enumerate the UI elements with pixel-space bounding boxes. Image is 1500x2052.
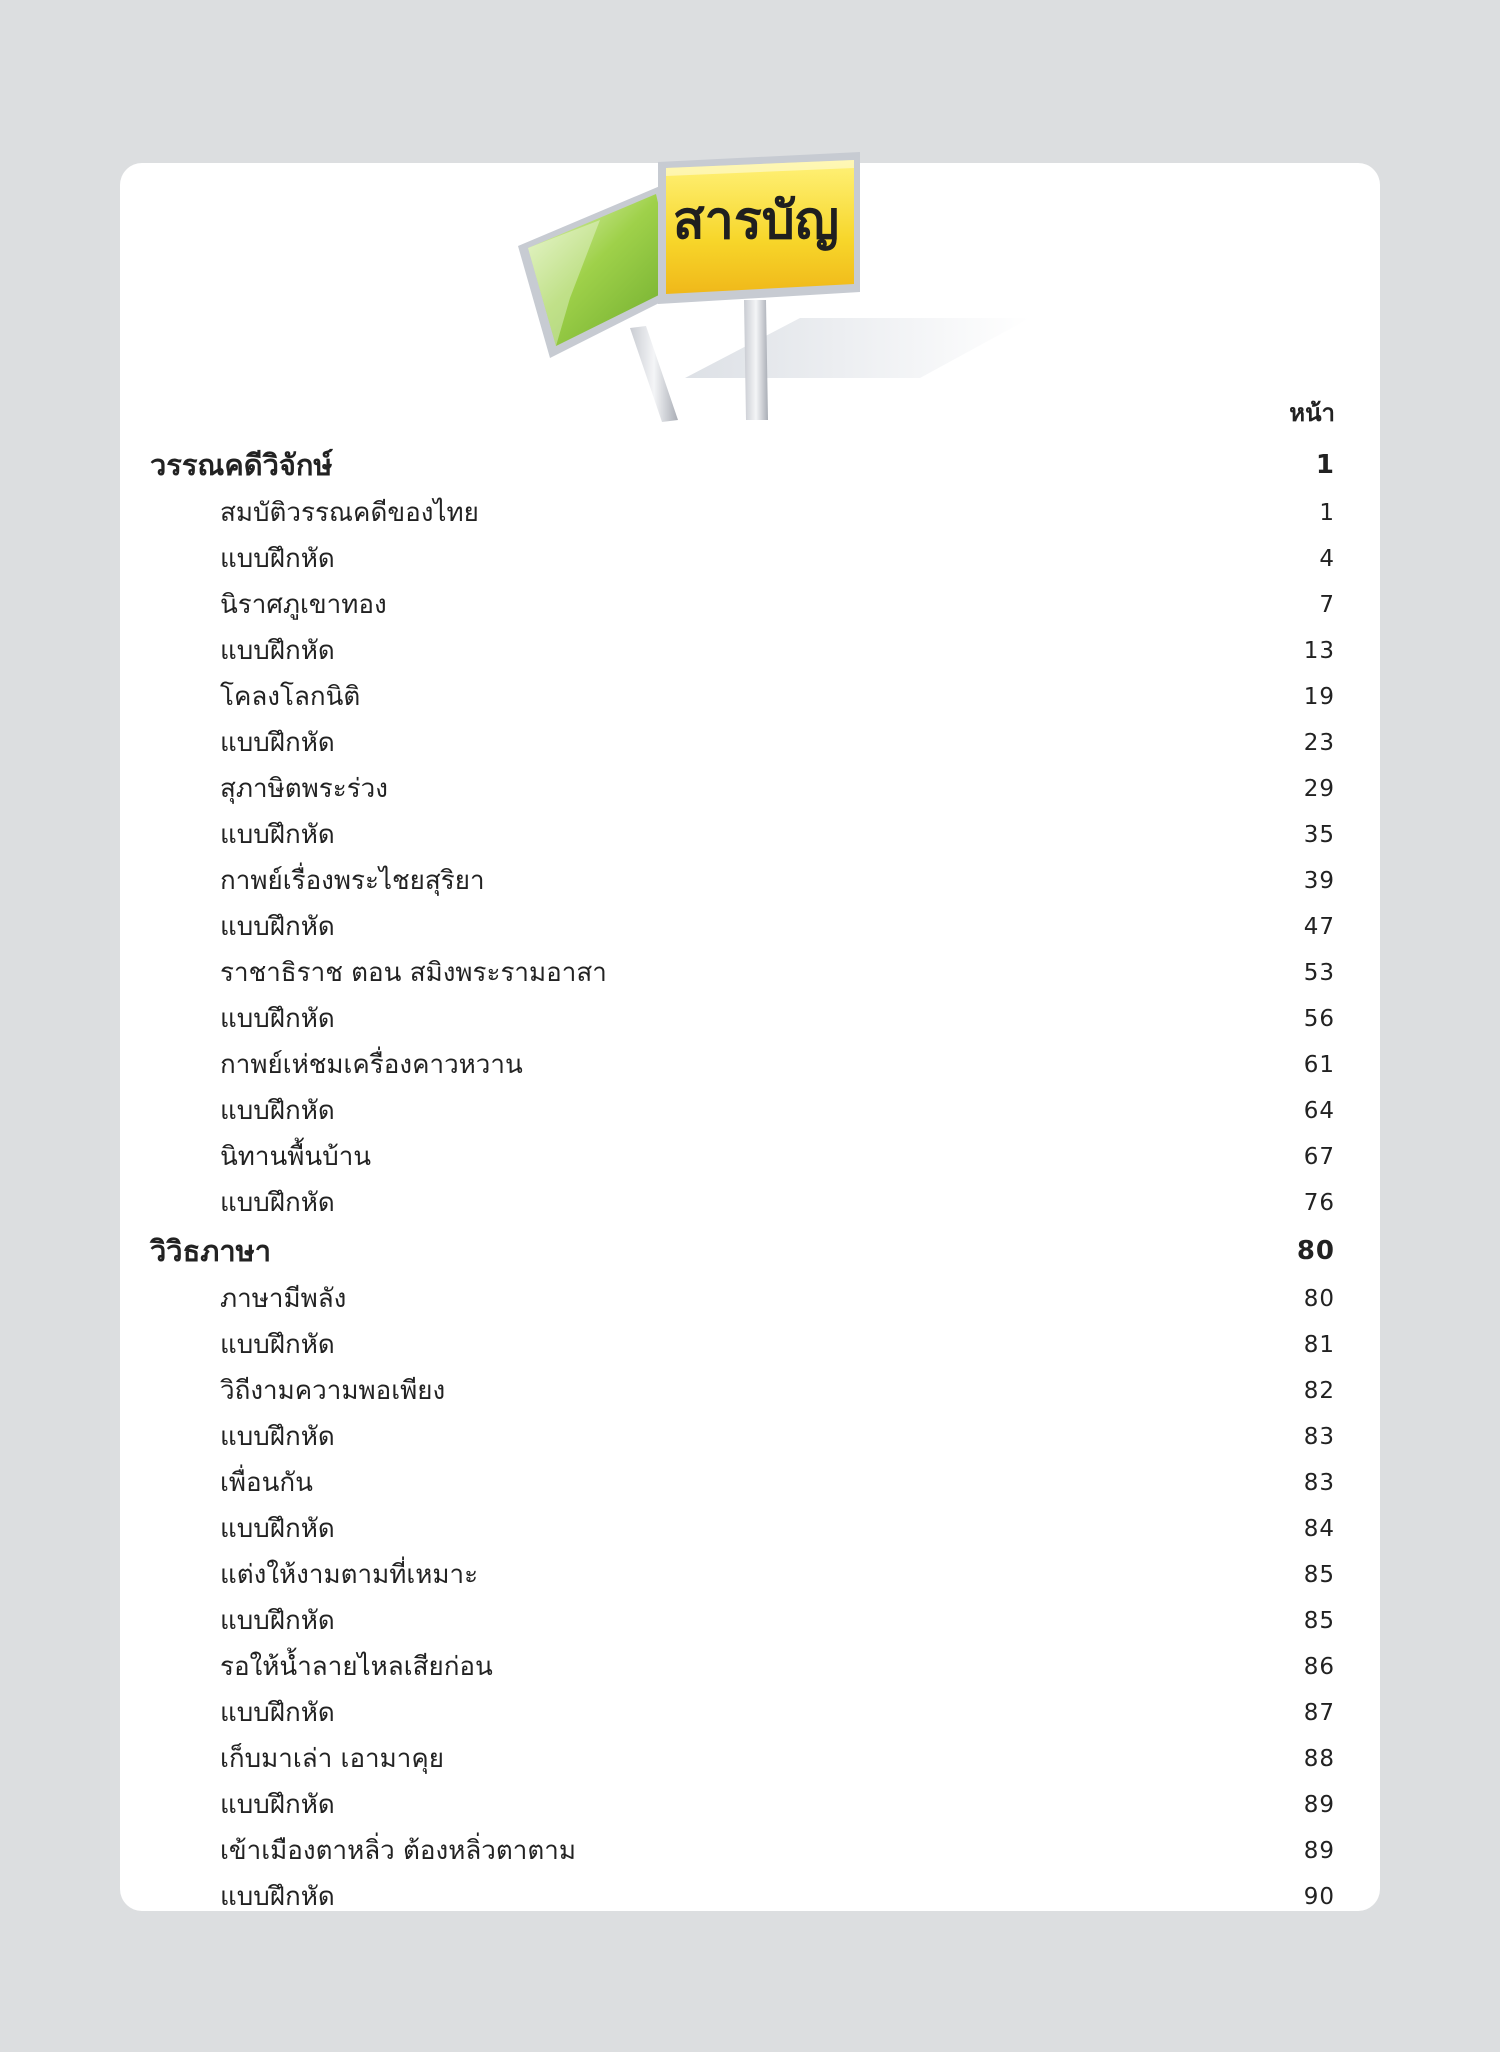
entry-page-number: 35 bbox=[1303, 822, 1335, 848]
entry-title: แบบฝึกหัด bbox=[220, 1004, 335, 1034]
entry-page-number: 83 bbox=[1303, 1470, 1335, 1496]
entry-page-number: 80 bbox=[1303, 1286, 1335, 1312]
entry-title: นิทานพื้นบ้าน bbox=[220, 1142, 372, 1172]
entry-title: กาพย์เห่ชมเครื่องคาวหวาน bbox=[220, 1050, 523, 1080]
toc-entry[interactable] bbox=[150, 720, 1335, 766]
toc-entry[interactable] bbox=[150, 858, 1335, 904]
toc-entry[interactable] bbox=[150, 1644, 1335, 1690]
entry-title: ราชาธิราช ตอน สมิงพระรามอาสา bbox=[220, 958, 607, 988]
toc-entry[interactable] bbox=[150, 490, 1335, 536]
toc-entry[interactable] bbox=[150, 1368, 1335, 1414]
entry-title: แบบฝึกหัด bbox=[220, 1514, 335, 1544]
entry-title: วิถีงามความพอเพียง bbox=[220, 1376, 446, 1406]
entry-page-number: 47 bbox=[1303, 914, 1335, 940]
entry-title: แบบฝึกหัด bbox=[220, 1188, 335, 1218]
entry-title: แต่งให้งามตามที่เหมาะ bbox=[220, 1560, 479, 1590]
toc-entry[interactable] bbox=[150, 950, 1335, 996]
toc-entry[interactable] bbox=[150, 1506, 1335, 1552]
entry-page-number: 4 bbox=[1319, 546, 1335, 572]
toc-entry[interactable] bbox=[150, 1134, 1335, 1180]
toc-entry[interactable] bbox=[150, 1874, 1335, 1920]
entry-page-number: 83 bbox=[1303, 1424, 1335, 1450]
page-column-header: หน้า bbox=[1289, 399, 1335, 427]
toc-entry[interactable] bbox=[150, 1782, 1335, 1828]
entry-page-number: 81 bbox=[1303, 1332, 1335, 1358]
entry-page-number: 87 bbox=[1303, 1700, 1335, 1726]
section-page-number: 1 bbox=[1315, 450, 1335, 480]
entry-page-number: 85 bbox=[1303, 1562, 1335, 1588]
entry-title: สุภาษิตพระร่วง bbox=[220, 774, 388, 804]
page-title: สารบัญ bbox=[672, 191, 840, 251]
entry-page-number: 23 bbox=[1303, 730, 1335, 756]
toc-entry[interactable] bbox=[150, 1690, 1335, 1736]
entry-title: แบบฝึกหัด bbox=[220, 820, 335, 850]
entry-title: กาพย์เรื่องพระไชยสุริยา bbox=[220, 866, 485, 896]
entry-title: เก็บมาเล่า เอามาคุย bbox=[220, 1744, 445, 1774]
toc-entry[interactable] bbox=[150, 1552, 1335, 1598]
entry-page-number: 89 bbox=[1303, 1792, 1335, 1818]
toc-section-heading[interactable] bbox=[150, 440, 1335, 490]
entry-page-number: 84 bbox=[1303, 1516, 1335, 1542]
entry-page-number: 64 bbox=[1303, 1098, 1335, 1124]
entry-page-number: 61 bbox=[1303, 1052, 1335, 1078]
entry-page-number: 56 bbox=[1303, 1006, 1335, 1032]
toc-entry[interactable] bbox=[150, 1414, 1335, 1460]
toc-entry[interactable] bbox=[150, 1736, 1335, 1782]
toc-entry[interactable] bbox=[150, 812, 1335, 858]
toc-entry[interactable] bbox=[150, 674, 1335, 720]
entry-title: เข้าเมืองตาหลิ่ว ต้องหลิ่วตาตาม bbox=[220, 1836, 576, 1866]
entry-title: แบบฝึกหัด bbox=[220, 1790, 335, 1820]
entry-title: รอให้น้ำลายไหลเสียก่อน bbox=[220, 1652, 493, 1682]
entry-title: สมบัติวรรณคดีของไทย bbox=[220, 498, 479, 528]
entry-page-number: 19 bbox=[1303, 684, 1335, 710]
toc-entry[interactable] bbox=[150, 1180, 1335, 1226]
toc-entry[interactable] bbox=[150, 628, 1335, 674]
toc-entry[interactable] bbox=[150, 1828, 1335, 1874]
toc-entry[interactable] bbox=[150, 1088, 1335, 1134]
toc-section-heading[interactable] bbox=[150, 1226, 1335, 1276]
entry-title: แบบฝึกหัด bbox=[220, 1096, 335, 1126]
entry-page-number: 82 bbox=[1303, 1378, 1335, 1404]
toc-entry[interactable] bbox=[150, 536, 1335, 582]
entry-page-number: 76 bbox=[1303, 1190, 1335, 1216]
toc-entry[interactable] bbox=[150, 1276, 1335, 1322]
entry-title: ภาษามีพลัง bbox=[220, 1284, 347, 1314]
toc-entry[interactable] bbox=[150, 1042, 1335, 1088]
entry-page-number: 29 bbox=[1303, 776, 1335, 802]
entry-title: แบบฝึกหัด bbox=[220, 1606, 335, 1636]
toc-entry[interactable] bbox=[150, 766, 1335, 812]
entry-page-number: 1 bbox=[1319, 500, 1335, 526]
toc-entry[interactable] bbox=[150, 1598, 1335, 1644]
entry-page-number: 85 bbox=[1303, 1608, 1335, 1634]
entry-page-number: 39 bbox=[1303, 868, 1335, 894]
entry-page-number: 7 bbox=[1319, 592, 1335, 618]
entry-page-number: 86 bbox=[1303, 1654, 1335, 1680]
entry-title: นิราศภูเขาทอง bbox=[220, 590, 387, 620]
entry-title: แบบฝึกหัด bbox=[220, 1882, 335, 1912]
toc-entry[interactable] bbox=[150, 904, 1335, 950]
entry-title: แบบฝึกหัด bbox=[220, 1698, 335, 1728]
toc-entry[interactable] bbox=[150, 582, 1335, 628]
entry-title: แบบฝึกหัด bbox=[220, 912, 335, 942]
toc-entry[interactable] bbox=[150, 1322, 1335, 1368]
entry-page-number: 67 bbox=[1303, 1144, 1335, 1170]
entry-title: แบบฝึกหัด bbox=[220, 728, 335, 758]
toc-entry[interactable] bbox=[150, 996, 1335, 1042]
entry-page-number: 88 bbox=[1303, 1746, 1335, 1772]
entry-title: แบบฝึกหัด bbox=[220, 1422, 335, 1452]
section-page-number: 80 bbox=[1296, 1236, 1335, 1266]
toc-entry[interactable] bbox=[150, 1460, 1335, 1506]
section-title: วรรณคดีวิจักษ์ bbox=[150, 448, 333, 482]
entry-title: แบบฝึกหัด bbox=[220, 1330, 335, 1360]
entry-page-number: 90 bbox=[1303, 1884, 1335, 1910]
entry-title: แบบฝึกหัด bbox=[220, 544, 335, 574]
entry-page-number: 53 bbox=[1303, 960, 1335, 986]
entry-page-number: 89 bbox=[1303, 1838, 1335, 1864]
entry-title: เพื่อนกัน bbox=[220, 1468, 313, 1498]
entry-page-number: 13 bbox=[1303, 638, 1335, 664]
entry-title: แบบฝึกหัด bbox=[220, 636, 335, 666]
table-of-contents bbox=[150, 440, 1335, 1920]
entry-title: โคลงโลกนิติ bbox=[220, 682, 361, 712]
section-title: วิวิธภาษา bbox=[150, 1234, 272, 1268]
